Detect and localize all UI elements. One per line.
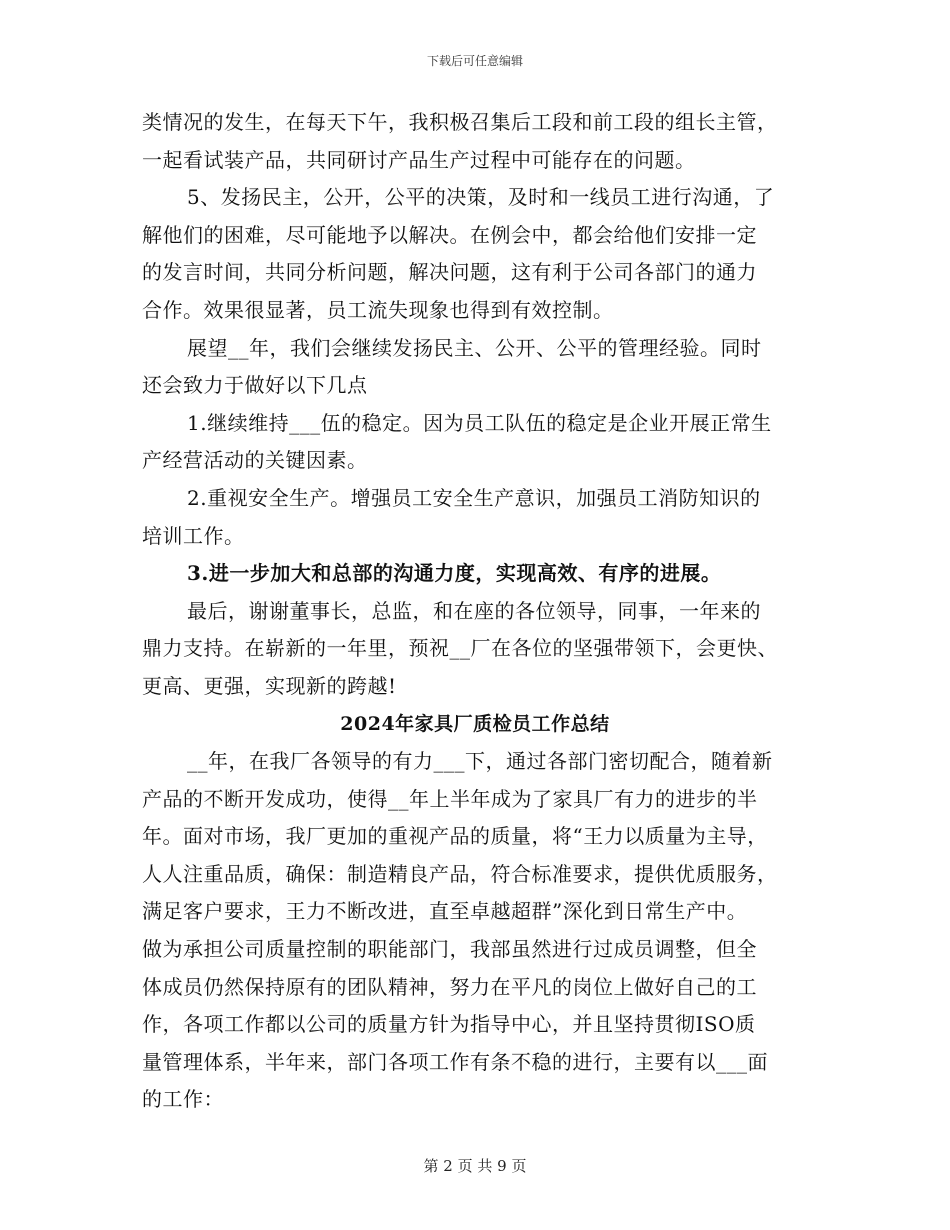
text-line: 1.继续维持___伍的稳定。因为员工队伍的稳定是企业开展正常生 [187, 410, 772, 435]
text-line: 作，各项工作都以公司的质量方针为指导中心，并且坚持贯彻ISO质 [142, 1012, 756, 1037]
text-line: 的发言时间，共同分析问题，解决问题，这有利于公司各部门的通力 [142, 260, 757, 285]
text-line: 一起看试装产品，共同研讨产品生产过程中可能存在的问题。 [142, 147, 696, 172]
bold-list-item: 3.进一步加大和总部的沟通力度，实现高效、有序的进展。 [187, 561, 722, 586]
text-line: __年，在我厂各领导的有力___下，通过各部门密切配合，随着新 [187, 749, 773, 774]
text-line: 人人注重品质，确保：制造精良产品，符合标准要求，提供优质服务， [142, 861, 778, 886]
text-line: 5、发扬民主，公开，公平的决策，及时和一线员工进行沟通，了 [187, 185, 775, 210]
text-line: 展望__年，我们会继续发扬民主、公开、公平的管理经验。同时 [187, 335, 762, 360]
text-line: 更高、更强，实现新的跨越! [142, 673, 397, 698]
text-line: 最后，谢谢董事长，总监，和在座的各位领导，同事，一年来的 [187, 598, 761, 623]
page-header-note: 下载后可任意编辑 [426, 54, 523, 68]
text-line: 2.重视安全生产。增强员工安全生产意识，加强员工消防知识的 [187, 485, 761, 510]
page-number-footer: 第 2 页 共 9 页 [423, 1157, 527, 1175]
text-line: 还会致力于做好以下几点 [142, 373, 368, 398]
text-line: 的工作： [142, 1087, 224, 1112]
text-line: 产品的不断开发成功，使得__年上半年成为了家具厂有力的进步的半 [142, 786, 758, 811]
text-line: 类情况的发生，在每天下午，我积极召集后工段和前工段的组长主管， [142, 110, 778, 134]
text-line: 做为承担公司质量控制的职能部门，我部虽然进行过成员调整，但全 [142, 937, 757, 962]
text-line: 量管理体系，半年来，部门各项工作有条不稳的进行，主要有以___面 [142, 1049, 768, 1074]
text-line: 年。面对市场，我厂更加的重视产品的质量，将“王力以质量为主导， [142, 824, 768, 849]
text-line: 合作。效果很显著，员工流失现象也得到有效控制。 [142, 297, 614, 322]
text-line: 解他们的困难，尽可能地予以解决。在例会中，都会给他们安排一定 [142, 222, 757, 247]
text-line: 体成员仍然保持原有的团队精神，努力在平凡的岗位上做好自己的工 [142, 974, 757, 999]
section-title: 2024年家具厂质检员工作总结 [340, 712, 610, 735]
text-line: 培训工作。 [142, 523, 245, 548]
text-line: 鼎力支持。在崭新的一年里，预祝__厂在各位的坚强带领下，会更快、 [142, 636, 778, 661]
text-line: 产经营活动的关键因素。 [142, 448, 368, 473]
document-body [142, 104, 808, 1119]
text-line: 满足客户要求，王力不断改进，直至卓越超群”深化到日常生产中。 [142, 899, 748, 924]
